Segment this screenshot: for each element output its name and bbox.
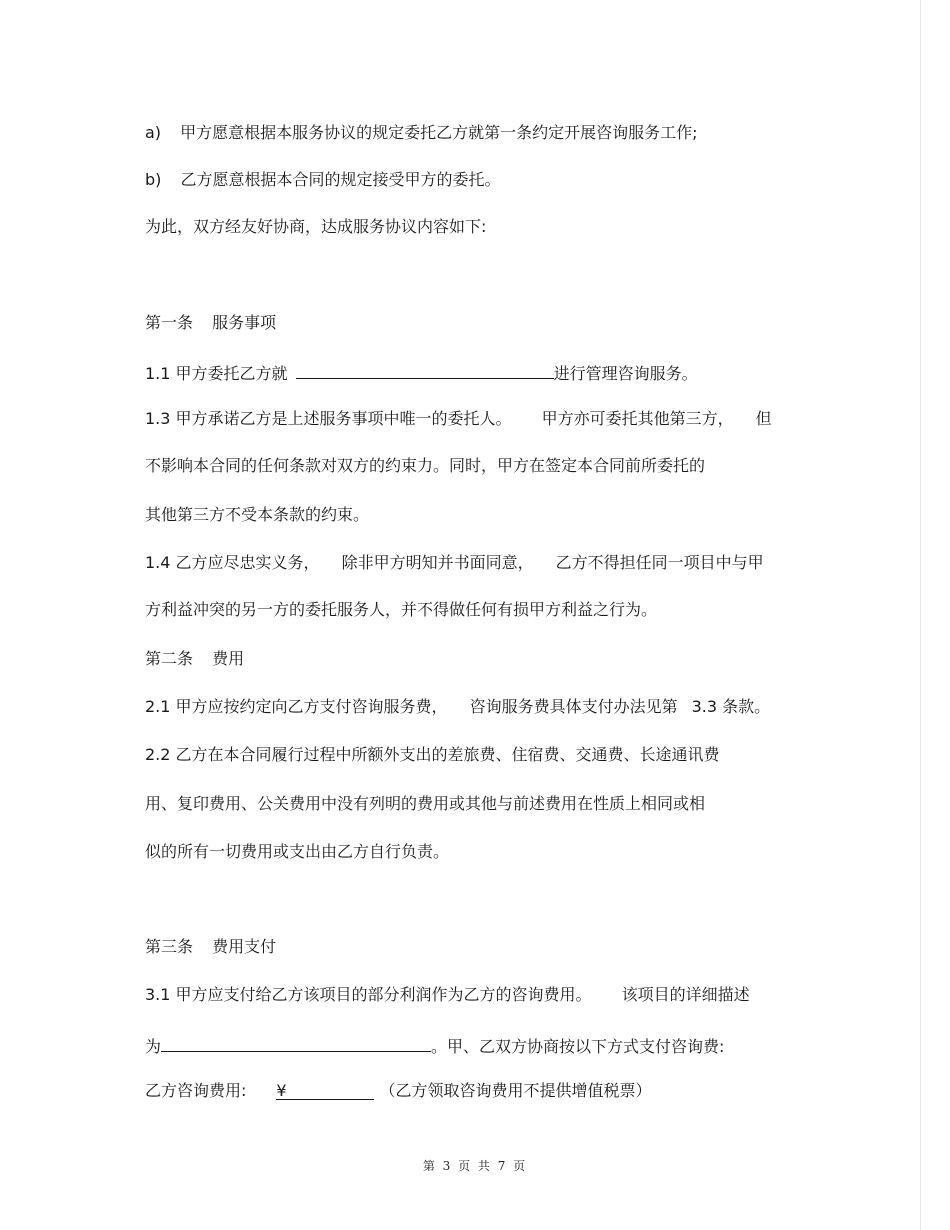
paragraph-1-4-line2: 方利益冲突的另一方的委托服务人，并不得做任何有损甲方利益之行为。 bbox=[145, 600, 658, 619]
paragraph-1-1 bbox=[145, 360, 698, 384]
paragraph-1-3-line3: 其他第三方不受本条款的约束。 bbox=[145, 505, 370, 524]
paragraph-3-1-number: 3.1 bbox=[145, 985, 171, 1004]
paragraph-1-4-seg1: 乙方应尽忠实义务， bbox=[175, 553, 320, 572]
paragraph-2-2-number: 2.2 bbox=[145, 745, 171, 764]
article3-heading bbox=[145, 937, 276, 957]
paragraph-1-4-number: 1.4 bbox=[145, 553, 171, 572]
fill-in-blank-project-description[interactable] bbox=[161, 1033, 431, 1052]
clause-a-marker: a) bbox=[145, 123, 162, 142]
paragraph-1-1-before: 甲方委托乙方就 bbox=[175, 364, 288, 383]
clause-a-text: 甲方愿意根据本服务协议的规定委托乙方就第一条约定开展咨询服务工作; bbox=[180, 123, 698, 142]
paragraph-2-1-seg2: 咨询服务费具体支付办法见第 bbox=[469, 697, 678, 716]
paragraph-1-3-seg2: 甲方亦可委托其他第三方， bbox=[541, 409, 734, 428]
fee-label: 乙方咨询费用: bbox=[145, 1081, 247, 1100]
currency-symbol: ¥ bbox=[276, 1081, 287, 1100]
intro-paragraph: 为此，双方经友好协商，达成服务协议内容如下: bbox=[145, 217, 487, 236]
article3-title: 第三条 bbox=[145, 937, 194, 956]
page-footer: 第 3 页 共 7 页 bbox=[422, 1159, 528, 1173]
paragraph-3-1-line2-before: 为 bbox=[145, 1037, 162, 1056]
paragraph-2-2-line1-text: 乙方在本合同履行过程中所额外支出的差旅费、住宿费、交通费、长途通讯费 bbox=[175, 745, 720, 764]
fee-note: （乙方领取咨询费用不提供增值税票） bbox=[379, 1081, 652, 1100]
article3-heading-text: 费用支付 bbox=[212, 937, 277, 956]
clause-b-marker: b) bbox=[145, 170, 162, 189]
paragraph-2-1-ref: 3.3 bbox=[691, 697, 718, 716]
fee-amount-blank[interactable] bbox=[276, 1081, 374, 1100]
paragraph-2-2-line3: 似的所有一切费用或支出由乙方自行负责。 bbox=[145, 842, 450, 861]
article1-heading-text: 服务事项 bbox=[212, 313, 277, 332]
paragraph-2-2-line1 bbox=[145, 745, 720, 765]
paragraph-1-3-seg3: 但 bbox=[755, 409, 772, 428]
paragraph-3-1-line2-after: 。甲、乙双方协商按以下方式支付咨询费: bbox=[431, 1037, 725, 1056]
paragraph-3-1-seg2: 该项目的详细描述 bbox=[621, 985, 750, 1004]
clause-a bbox=[145, 123, 698, 143]
paragraph-1-4-seg3: 乙方不得担任同一项目中与甲 bbox=[555, 553, 764, 572]
paragraph-2-1-number: 2.1 bbox=[145, 697, 171, 716]
paragraph-1-4-seg2: 除非甲方明知并书面同意， bbox=[341, 553, 534, 572]
paragraph-1-3-seg1: 甲方承诺乙方是上述服务事项中唯一的委托人。 bbox=[175, 409, 512, 428]
paragraph-1-3-line1 bbox=[145, 409, 772, 429]
article2-heading bbox=[145, 649, 244, 669]
article1-title: 第一条 bbox=[145, 313, 194, 332]
paragraph-1-1-after: 进行管理咨询服务。 bbox=[553, 364, 698, 383]
clause-b bbox=[145, 170, 501, 190]
paragraph-1-3-line2: 不影响本合同的任何条款对双方的约束力。同时，甲方在签定本合同前所委托的 bbox=[145, 456, 706, 475]
article2-heading-text: 费用 bbox=[212, 649, 245, 668]
article2-title: 第二条 bbox=[145, 649, 194, 668]
article1-heading bbox=[145, 313, 276, 333]
paragraph-3-1-line2 bbox=[145, 1033, 724, 1057]
paragraph-2-2-line2: 用、复印费用、公关费用中没有列明的费用或其他与前述费用在性质上相同或相 bbox=[145, 794, 706, 813]
paragraph-2-1-seg3: 条款。 bbox=[722, 697, 771, 716]
paragraph-2-1-seg1: 甲方应按约定向乙方支付咨询服务费， bbox=[175, 697, 448, 716]
clause-b-text: 乙方愿意根据本合同的规定接受甲方的委托。 bbox=[180, 170, 501, 189]
paragraph-1-4-line1 bbox=[145, 553, 764, 573]
paragraph-2-1 bbox=[145, 697, 770, 717]
paragraph-1-1-number: 1.1 bbox=[145, 364, 171, 383]
paragraph-3-1-line1 bbox=[145, 985, 750, 1005]
paragraph-1-3-number: 1.3 bbox=[145, 409, 171, 428]
paragraph-3-1-seg1: 甲方应支付给乙方该项目的部分利润作为乙方的咨询费用。 bbox=[175, 985, 592, 1004]
page-edge-divider bbox=[920, 0, 921, 1230]
fill-in-blank-service-item[interactable] bbox=[296, 360, 554, 379]
fee-line bbox=[145, 1081, 652, 1101]
